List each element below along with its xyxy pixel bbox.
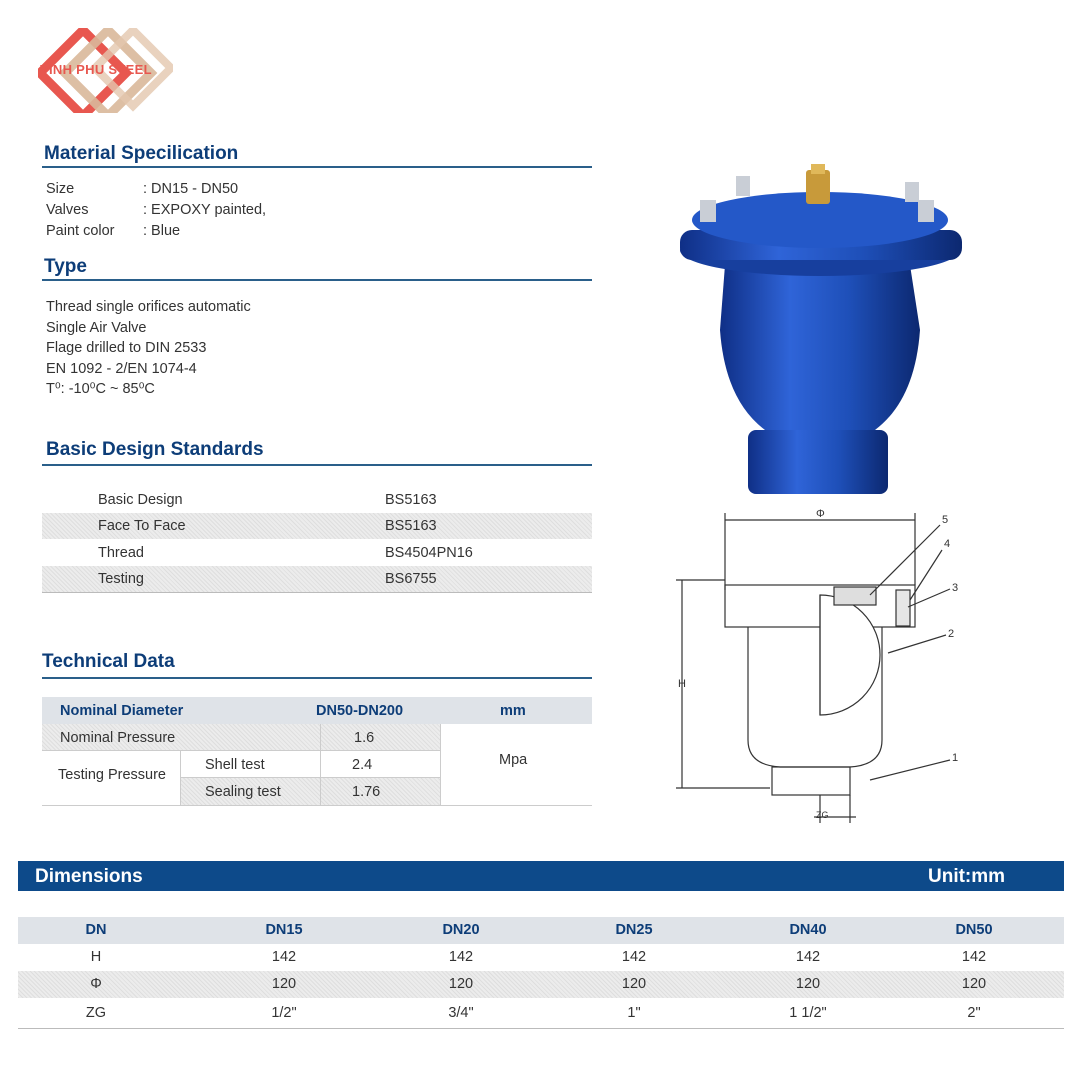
divider [180,750,181,805]
standard-value: BS5163 [385,492,437,508]
table-cell: 120 [621,976,647,992]
material-value-paint: : Blue [143,223,181,239]
standard-value: BS5163 [385,518,437,534]
dimensions-band [18,861,1064,891]
table-cell: 120 [448,976,474,992]
type-line: Single Air Valve [46,319,147,336]
standard-name: Face To Face [98,518,186,534]
table-cell: 120 [961,976,987,992]
table-cell: ZG [85,1005,107,1021]
material-value-size: : DN15 - DN50 [143,181,239,197]
type-title: Type [44,256,87,277]
table-row [42,540,592,566]
divider [180,777,440,778]
sealing-test-value: 1.76 [352,784,381,800]
table-row [18,944,1064,971]
drawing-callout-2: 2 [948,628,955,640]
table-cell: 142 [448,949,474,965]
drawing-label-phi: Φ [816,508,825,520]
nominal-pressure-value: 1.6 [354,730,375,746]
table-cell: 1/2" [271,1005,297,1021]
table-cell: 142 [795,949,821,965]
table-cell: 2" [967,1005,981,1021]
header-cell: DN15 [265,922,303,938]
header-cell: DN20 [442,922,480,938]
table-header-row [18,917,1064,944]
drawing-callout-3: 3 [952,582,959,594]
drawing-label-zg: ZG [816,810,829,820]
header-cell: DN50 [955,922,993,938]
table-row [42,566,592,592]
material-labels [46,179,115,242]
divider [42,805,592,806]
material-title: Material Specilication [44,143,239,164]
type-line: Flage drilled to DIN 2533 [46,340,207,356]
drawing-callout-4: 4 [944,538,951,550]
type-line: EN 1092 - 2/EN 1074-4 [46,360,197,377]
shell-test-value: 2.4 [352,757,373,773]
divider [42,750,440,751]
table-cell: Φ [90,976,102,992]
table-row [18,1000,1064,1027]
table-cell: 1 1/2" [789,1005,827,1021]
nominal-pressure-label: Nominal Pressure [60,730,176,746]
technical-rule [42,677,592,679]
type-line: T⁰: -10⁰C ~ 85⁰C [46,381,155,397]
type-line: Thread single orifices automatic [46,299,251,315]
material-rule [42,166,592,168]
standards-bottom-rule [42,592,592,593]
material-label-valves: Valves [46,202,89,218]
standards-title: Basic Design Standards [46,439,264,460]
air-valve-image [670,160,980,500]
drawing-label-h: H [678,678,686,690]
dimensions-bottom-rule [18,1028,1064,1029]
table-cell: 142 [961,949,987,965]
table-row [18,971,1064,998]
standard-value: BS6755 [385,571,437,587]
material-label-size: Size [46,181,75,197]
drawing-callout-5: 5 [942,514,949,526]
divider [320,724,321,805]
standard-name: Thread [98,545,144,561]
dimensions-unit: Unit:mm [928,866,1006,887]
material-label-paint: Paint color [46,223,115,239]
type-description [46,297,251,400]
standard-name: Testing [98,571,144,587]
header-cell: DN40 [789,922,827,938]
drawing-callout-1: 1 [952,752,959,764]
header-cell: DN [85,922,107,938]
table-cell: 1" [627,1005,641,1021]
standard-value: BS4504PN16 [385,545,473,561]
table-cell: 120 [795,976,821,992]
material-values [143,179,266,242]
table-row [42,487,592,513]
standard-name: Basic Design [98,492,183,508]
pressure-unit: Mpa [499,752,528,768]
brand-logo-text: VINH PHU STEEL [40,62,152,77]
dimensions-title: Dimensions [35,866,143,887]
table-cell: 120 [271,976,297,992]
table-cell: H [90,949,102,965]
table-cell: 142 [621,949,647,965]
header-cell: DN25 [615,922,653,938]
material-value-valves: : EXPOXY painted, [143,202,267,218]
testing-pressure-label: Testing Pressure [58,767,166,783]
table-cell: 3/4" [448,1005,474,1021]
technical-header-unit: mm [500,703,526,719]
sealing-test-label: Sealing test [205,784,281,800]
technical-header-range: DN50-DN200 [316,703,404,719]
shell-test-label: Shell test [205,757,265,773]
standards-rule [42,464,592,466]
divider [440,724,441,805]
technical-title: Technical Data [42,651,175,672]
technical-header-diameter: Nominal Diameter [60,703,184,719]
table-row [42,513,592,539]
table-cell: 142 [271,949,297,965]
type-rule [42,279,592,281]
technical-drawing [670,505,990,835]
